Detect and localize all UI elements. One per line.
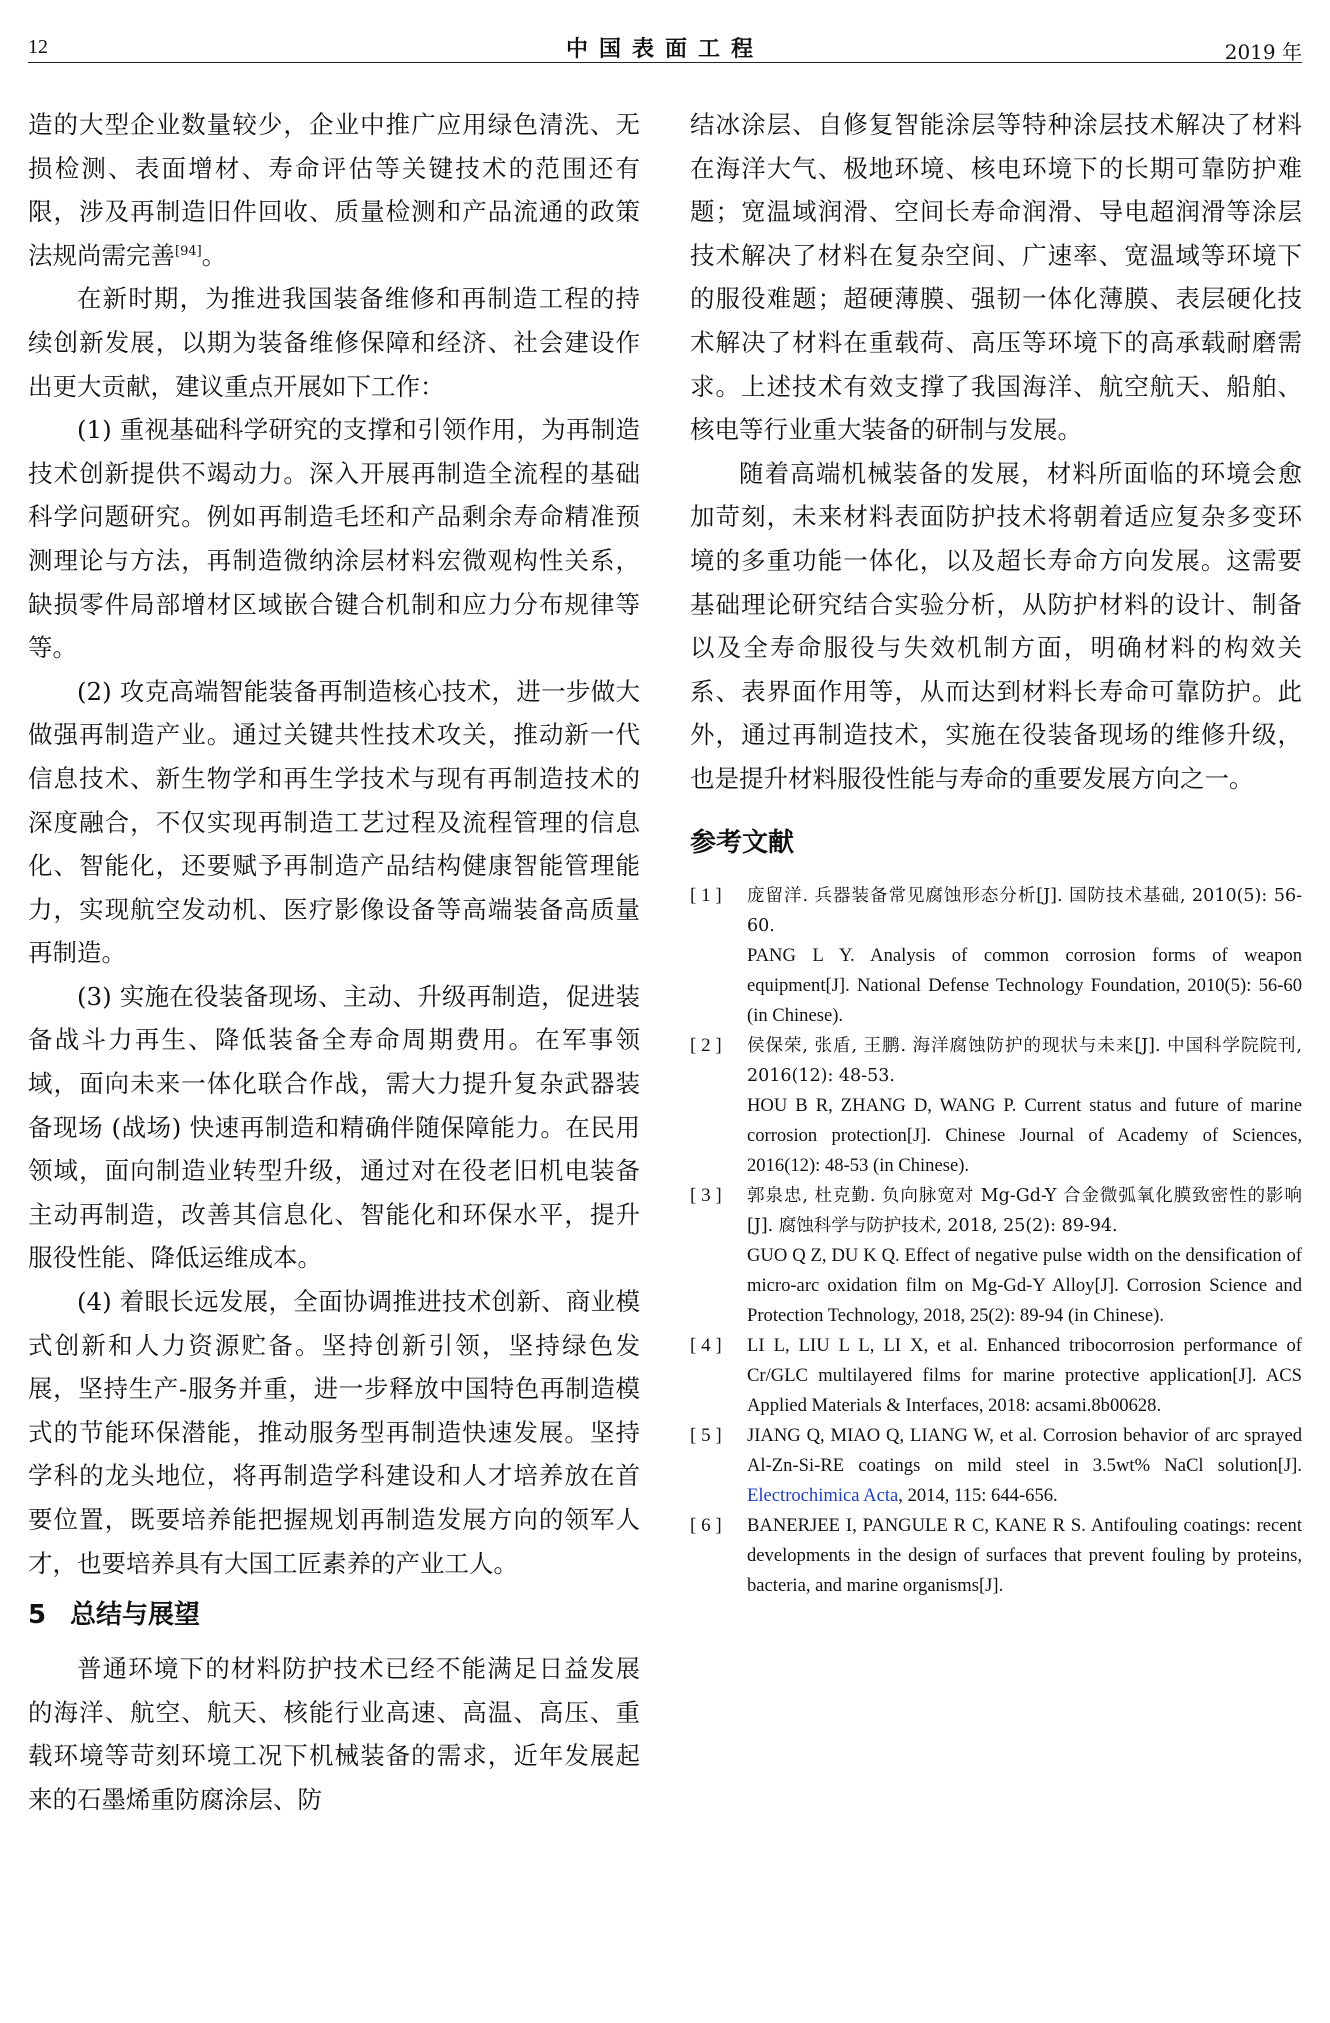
reference-number: [ 6 ]: [690, 1514, 722, 1536]
reference-item: [690, 1331, 1302, 1421]
paragraph: 随着高端机械装备的发展，材料所面临的环境会愈加苛刻，未来材料表面防护技术将朝着适应复杂多变环境的多重功能一体化，以及超长寿命方向发展。这需要基础理论研究结合实验分析，从防护材料的设计、制备以及全寿命服役与失效机制方面，明确材料的构效关系、表界面作用等，从而达到材料长寿命可靠防护。此外，通过再制造技术，实施在役装备现场的维修升级，也是提升材料服役性能与寿命的重要发展方向之一。: [690, 458, 1302, 793]
right-column: [690, 103, 1302, 1601]
paragraph: 结冰涂层、自修复智能涂层等特种涂层技术解决了材料在海洋大气、极地环境、核电环境下的长期可靠防护难题；宽温域润滑、空间长寿命润滑、导电超润滑等涂层技术解决了材料在复杂空间、广速率、宽温域等环境下的服役难题；超硬薄膜、强韧一体化薄膜、表层硬化技术解决了材料在重载荷、高压等环境下的高承载耐磨需求。上述技术有效支撑了我国海洋、航空航天、船舶、核电等行业重大装备的研制与发展。: [690, 110, 1302, 445]
reference-item: [690, 1421, 1302, 1511]
reference-text-cn: 庞留洋. 兵器装备常见腐蚀形态分析[J]. 国防技术基础, 2010(5): 56-60.: [747, 885, 1302, 936]
section-number: 5: [28, 1600, 47, 1631]
reference-item: [690, 1181, 1302, 1331]
paragraph: (3) 实施在役装备现场、主动、升级再制造，促进装备战斗力再生、降低装备全寿命周期费用。在军事领域，面向未来一体化联合作战，需大力提升复杂武器装备现场 (战场) 快速再制造和精确伴随保障能力。在民用领域，面向制造业转型升级，通过对在役老旧机电装备主动再制造，改善其信息化、智能化和环保水平，提升服役性能、降低运维成本。: [28, 981, 640, 1273]
paragraph: (2) 攻克高端智能装备再制造核心技术，进一步做大做强再制造产业。通过关键共性技术攻关，推动新一代信息技术、新生物学和再生学技术与现有再制造技术的深度融合，不仅实现再制造工艺过程及流程管理的信息化、智能化，还要赋予再制造产品结构健康智能管理能力，实现航空发动机、医疗影像设备等高端装备高质量再制造。: [28, 676, 640, 968]
reference-text-en: LI L, LIU L L, LI X, et al. Enhanced tribocorrosion performance of Cr/GLC multilayered films for marine protective application[J]. ACS Applied Materials & Interfaces, 2018: acsami.8b00628.: [747, 1334, 1302, 1416]
references-heading: 参考文献: [690, 827, 795, 858]
reference-number: [ 5 ]: [690, 1424, 722, 1446]
reference-text-en: BANERJEE I, PANGULE R C, KANE R S. Antifouling coatings: recent developments in the design of surfaces that prevent fouling by proteins, bacteria, and marine organisms[J].: [747, 1514, 1302, 1596]
reference-item: [690, 1031, 1302, 1181]
reference-number: [ 3 ]: [690, 1184, 722, 1206]
reference-list: [690, 881, 1302, 1601]
paragraph: 造的大型企业数量较少，企业中推广应用绿色清洗、无损检测、表面增材、寿命评估等关键技术的范围还有限，涉及再制造旧件回收、质量检测和产品流通的政策法规尚需完善[94]。: [28, 110, 640, 270]
reference-number: [ 4 ]: [690, 1334, 722, 1356]
paragraph: (1) 重视基础科学研究的支撑和引领作用，为再制造技术创新提供不竭动力。深入开展再制造全流程的基础科学问题研究。例如再制造毛坯和产品剩余寿命精准预测理论与方法，再制造微纳涂层材料宏微观构性关系，缺损零件局部增材区域嵌合键合机制和应力分布规律等等。: [28, 415, 640, 663]
journal-title: 中国表面工程: [565, 36, 764, 62]
page-header: [28, 26, 1302, 63]
paragraph: 在新时期，为推进我国装备维修和再制造工程的持续创新发展，以期为装备维修保障和经济、社会建设作出更大贡献，建议重点开展如下工作：: [28, 284, 640, 401]
reference-number: [ 2 ]: [690, 1034, 722, 1056]
left-column: [28, 103, 640, 1822]
reference-text-en: JIANG Q, MIAO Q, LIANG W, et al. Corrosion behavior of arc sprayed Al-Zn-Si-RE coatings on mild steel in 3.5wt% NaCl solution[J]. Electrochimica Acta, 2014, 115: 644-656.: [747, 1424, 1302, 1506]
issue-year: 2019 年: [1224, 40, 1302, 64]
section-title: 总结与展望: [70, 1600, 201, 1631]
reference-number: [ 1 ]: [690, 884, 722, 906]
reference-item: [690, 1511, 1302, 1601]
journal-link[interactable]: Electrochimica Acta: [747, 1484, 899, 1506]
reference-text-cn: 侯保荣, 张盾, 王鹏. 海洋腐蚀防护的现状与未来[J]. 中国科学院院刊, 2016(12): 48-53.: [747, 1035, 1302, 1086]
reference-text-en: GUO Q Z, DU K Q. Effect of negative pulse width on the densification of micro-arc oxidation film on Mg-Gd-Y Alloy[J]. Corrosion Science and Protection Technology, 2018, 25(2): 89-94 (in Chinese).: [747, 1244, 1302, 1326]
citation[interactable]: [94]: [175, 243, 202, 259]
reference-text-en: HOU B R, ZHANG D, WANG P. Current status and future of marine corrosion protection[J]. Chinese Journal of Academy of Sciences, 2016(12): 48-53 (in Chinese).: [747, 1094, 1302, 1176]
reference-text-cn: 郭泉忠, 杜克勤. 负向脉宽对 Mg-Gd-Y 合金微弧氧化膜致密性的影响[J]. 腐蚀科学与防护技术, 2018, 25(2): 89-94.: [747, 1185, 1302, 1236]
page-number: 12: [28, 36, 48, 58]
paragraph: (4) 着眼长远发展，全面协调推进技术创新、商业模式创新和人力资源贮备。坚持创新引领，坚持绿色发展，坚持生产-服务并重，进一步释放中国特色再制造模式的节能环保潜能，推动服务型再制造快速发展。坚持学科的龙头地位，将再制造学科建设和人才培养放在首要位置，既要培养能把握规划再制造发展方向的领军人才，也要培养具有大国工匠素养的产业工人。: [28, 1287, 640, 1578]
paragraph: 普通环境下的材料防护技术已经不能满足日益发展的海洋、航空、航天、核能行业高速、高温、高压、重载环境等苛刻环境工况下机械装备的需求，近年发展起来的石墨烯重防腐涂层、防: [28, 1654, 640, 1814]
section-heading: [28, 1595, 640, 1635]
reference-text-en: PANG L Y. Analysis of common corrosion forms of weapon equipment[J]. National Defense Technology Foundation, 2010(5): 56-60 (in Chinese).: [747, 944, 1302, 1026]
reference-item: [690, 881, 1302, 1031]
